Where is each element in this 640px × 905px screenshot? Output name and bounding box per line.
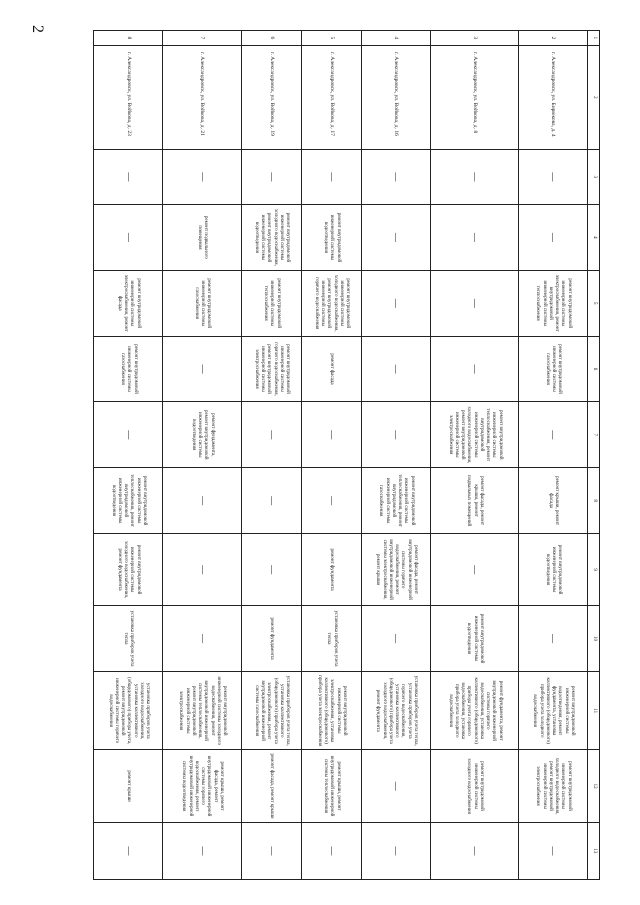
row-number-cell: 4: [361, 31, 430, 46]
work-cell: ремонт внутридомовой инженерной системы электроснабжения, установка коллективного (общедомового) прибора учета электроснабжения: [301, 671, 361, 750]
work-cell: —: [241, 149, 301, 204]
address-cell: г. Александровск, ул. Войкова, д. 23: [94, 45, 163, 149]
work-cell: ремонт внутридомовой инженерной системы холодного водоснабжения: [431, 750, 519, 822]
table-row: [241, 31, 301, 880]
work-cell: ремонт фасада, ремонт крыши: [241, 750, 301, 822]
column-number: 10: [588, 606, 600, 672]
work-cell: —: [163, 468, 242, 534]
table-row: [361, 31, 430, 880]
work-cell: ремонт внутридомовой инженерной системы водоотведения, ремонт фундамента, установка коллективного (общедомового) прибора учета холодного водоснабжения: [518, 671, 587, 750]
work-cell: —: [301, 402, 361, 468]
column-number: 7: [588, 402, 600, 468]
work-cell: ремонт фундамента, ремонт внутридомовой инженерной системы водоотведения: [163, 402, 242, 468]
work-cell: —: [301, 468, 361, 534]
work-cell: —: [94, 822, 163, 879]
work-cell: ремонт фундамента, ремонт внутридомовой инженерной системы горячего водоснабжения, установка коллективного (общедомового) прибора учета горячего водоснабжения, установка прибора учета холодного водоснабжения: [431, 671, 519, 750]
address-cell: г. Александровск, ул. Бирюкова, д. 4: [518, 45, 587, 149]
work-cell: ремонт внутридомовой инженерной системы холодного водоснабжения, ремонт внутридомовой инженерной системы теплоснабжения, ремонт внутридомовой инженерной системы электроснабжения: [163, 671, 242, 750]
address-cell: г. Александровск, ул. Войкова, д. 19: [241, 45, 301, 149]
work-cell: —: [518, 149, 587, 204]
work-cell: установка приборов учета тепла: [94, 606, 163, 672]
work-cell: ремонт внутридомовой инженерной системы теплоснабжения, ремонт внутридомовой инженерной системы газоснабжения: [361, 468, 430, 534]
work-cell: ремонт внутридомовой инженерной системы холодного водоснабжения, ремонт фундамента: [94, 534, 163, 606]
work-cell: ремонт фасада, ремонт крыши, ремонт подвальных помещений: [431, 468, 519, 534]
address-cell: г. Александровск, ул. Войкова, д. 16: [361, 45, 430, 149]
work-cell: ремонт внутридомовой инженерной системы электроснабжения, ремонт фасада: [94, 270, 163, 336]
work-cell: —: [361, 149, 430, 204]
work-cell: —: [361, 606, 430, 672]
work-cell: —: [241, 822, 301, 879]
work-cell: —: [301, 822, 361, 879]
work-cell: —: [163, 534, 242, 606]
work-cell: —: [361, 336, 430, 402]
work-cell: ремонт внутридомовой инженерной системы электроснабжения, ремонт внутридомовой инженерной системы теплоснабжения: [518, 270, 587, 336]
work-cell: ремонт внутридомовой инженерной системы теплоснабжения: [241, 270, 301, 336]
work-cell: —: [163, 606, 242, 672]
work-cell: —: [361, 205, 430, 271]
column-number: 8: [588, 468, 600, 534]
work-cell: ремонт крыши, ремонт фасада, ремонт внутридомовой инженерной системы горячего водоснабжения, ремонт внутридомовой инженерной системы водоотведения: [163, 750, 242, 822]
work-cell: ремонт внутридомовой инженерной системы газоснабжения: [163, 270, 242, 336]
work-cell: —: [163, 336, 242, 402]
column-number: 9: [588, 534, 600, 606]
column-number-row: [588, 31, 600, 880]
work-cell: —: [94, 149, 163, 204]
table-row: [301, 31, 361, 880]
work-cell: —: [241, 534, 301, 606]
work-cell: —: [518, 205, 587, 271]
table-row: [518, 31, 587, 880]
address-cell: г. Александровск, ул. Войкова, д. 21: [163, 45, 242, 149]
column-number: 12: [588, 750, 600, 822]
work-cell: ремонт внутридомовой инженерной системы водоотведения: [518, 534, 587, 606]
work-cell: установка приборов учета тепла, установка приборов учета горячего водоснабжения, установка коллективного (общедомового) прибора учета холодного водоснабжения, ремонт фундамента: [361, 671, 430, 750]
work-cell: ремонт внутридомовой инженерной системы газоснабжения: [518, 336, 587, 402]
work-cell: —: [301, 149, 361, 204]
column-number: 1: [588, 31, 600, 46]
address-cell: г. Александровск, ул. Войкова, д. 17: [301, 45, 361, 149]
row-number-cell: 5: [301, 31, 361, 46]
work-cell: ремонт внутридомовой инженерной системы теплоснабжения, ремонт внутридомовой инженерной системы холодного водоснабжения, ремонт внутридомовой инженерной системы электроснабжения: [431, 402, 519, 468]
column-number: 3: [588, 149, 600, 204]
row-number-cell: 3: [431, 31, 519, 46]
work-cell: —: [518, 822, 587, 879]
work-cell: ремонт внутридомовой инженерной системы холодного водоснабжения, ремонт внутридомовой инженерной системы электроснабжения: [518, 750, 587, 822]
table-row: [163, 31, 242, 880]
work-cell: ремонт фундамента: [301, 534, 361, 606]
work-cell: —: [431, 822, 519, 879]
column-number: 11: [588, 671, 600, 750]
work-cell: ремонт внутридомовой инженерной системы горячего водоснабжения, ремонт внутридомовой инженерной системы электроснабжения: [241, 336, 301, 402]
column-number: 13: [588, 822, 600, 879]
table-row: [431, 31, 519, 880]
work-cell: —: [431, 270, 519, 336]
work-cell: ремонт фасада: [301, 336, 361, 402]
work-cell: ремонт крыши, ремонт фасада: [518, 468, 587, 534]
row-number-cell: 2: [518, 31, 587, 46]
work-cell: ремонт внутридомовой инженерной системы водоотведения: [301, 205, 361, 271]
column-number: 5: [588, 270, 600, 336]
work-cell: —: [518, 606, 587, 672]
work-cell: ремонт крыши, ремонт внутридомовой инженерной системы теплоснабжения: [301, 750, 361, 822]
work-cell: —: [94, 402, 163, 468]
table-row: [94, 31, 163, 880]
work-cell: ремонт внутридомовой инженерной системы водоотведения: [431, 606, 519, 672]
repair-schedule-table: [93, 30, 600, 880]
work-cell: ремонт крыши: [94, 750, 163, 822]
work-cell: ремонт внутридомовой инженерной системы теплоснабжения, ремонт внутридомовой инженерной системы водоотведения: [94, 468, 163, 534]
work-cell: ремонт внутридомовой инженерной системы холодного водоснабжения, ремонт внутридомовой инженерной системы горячего водоснабжения: [301, 270, 361, 336]
work-cell: —: [163, 149, 242, 204]
work-cell: —: [163, 822, 242, 879]
column-number: 4: [588, 205, 600, 271]
work-cell: установка приборов учета тепла: [301, 606, 361, 672]
work-cell: —: [431, 205, 519, 271]
work-cell: —: [361, 402, 430, 468]
work-cell: —: [361, 822, 430, 879]
row-number-cell: 7: [163, 31, 242, 46]
row-number-cell: 8: [94, 31, 163, 46]
work-cell: установка приборов учета тепла, установка коллективного (общедомового) прибора учета электроснабжения, ремонт внутридомовой инженерной системы газоснабжения: [241, 671, 301, 750]
work-cell: —: [431, 149, 519, 204]
row-number-cell: 6: [241, 31, 301, 46]
work-cell: —: [361, 270, 430, 336]
work-cell: установка приборов учета холодного водоснабжения, установка коллективного (общедомового) прибора учета, ремонт внутридомовой инженерной системы горячего водоснабжения: [94, 671, 163, 750]
page-number: 2: [29, 25, 46, 33]
work-cell: —: [94, 205, 163, 271]
work-cell: —: [431, 336, 519, 402]
column-number: 6: [588, 336, 600, 402]
work-cell: —: [518, 402, 587, 468]
address-cell: г. Александровск, ул. Войкова, д. 8: [431, 45, 519, 149]
work-cell: —: [361, 750, 430, 822]
work-cell: ремонт фундамента: [241, 606, 301, 672]
work-cell: —: [241, 402, 301, 468]
work-cell: ремонт внутридомовой инженерной системы газоснабжения: [94, 336, 163, 402]
column-number: 2: [588, 45, 600, 149]
work-cell: ремонт фасада, ремонт внутридомовой инженерной системы горячего водоснабжения, ремонт внутридомовой инженерной системы электроснабжения, ремонт крыши: [361, 534, 430, 606]
rotated-table-sheet: [93, 30, 600, 880]
work-cell: —: [431, 534, 519, 606]
work-cell: —: [241, 468, 301, 534]
work-cell: ремонт подвального помещения: [163, 205, 242, 271]
work-cell: ремонт внутридомовой инженерной системы холодного водоснабжения, ремонт внутридомовой инженерной системы водоотведения: [241, 205, 301, 271]
